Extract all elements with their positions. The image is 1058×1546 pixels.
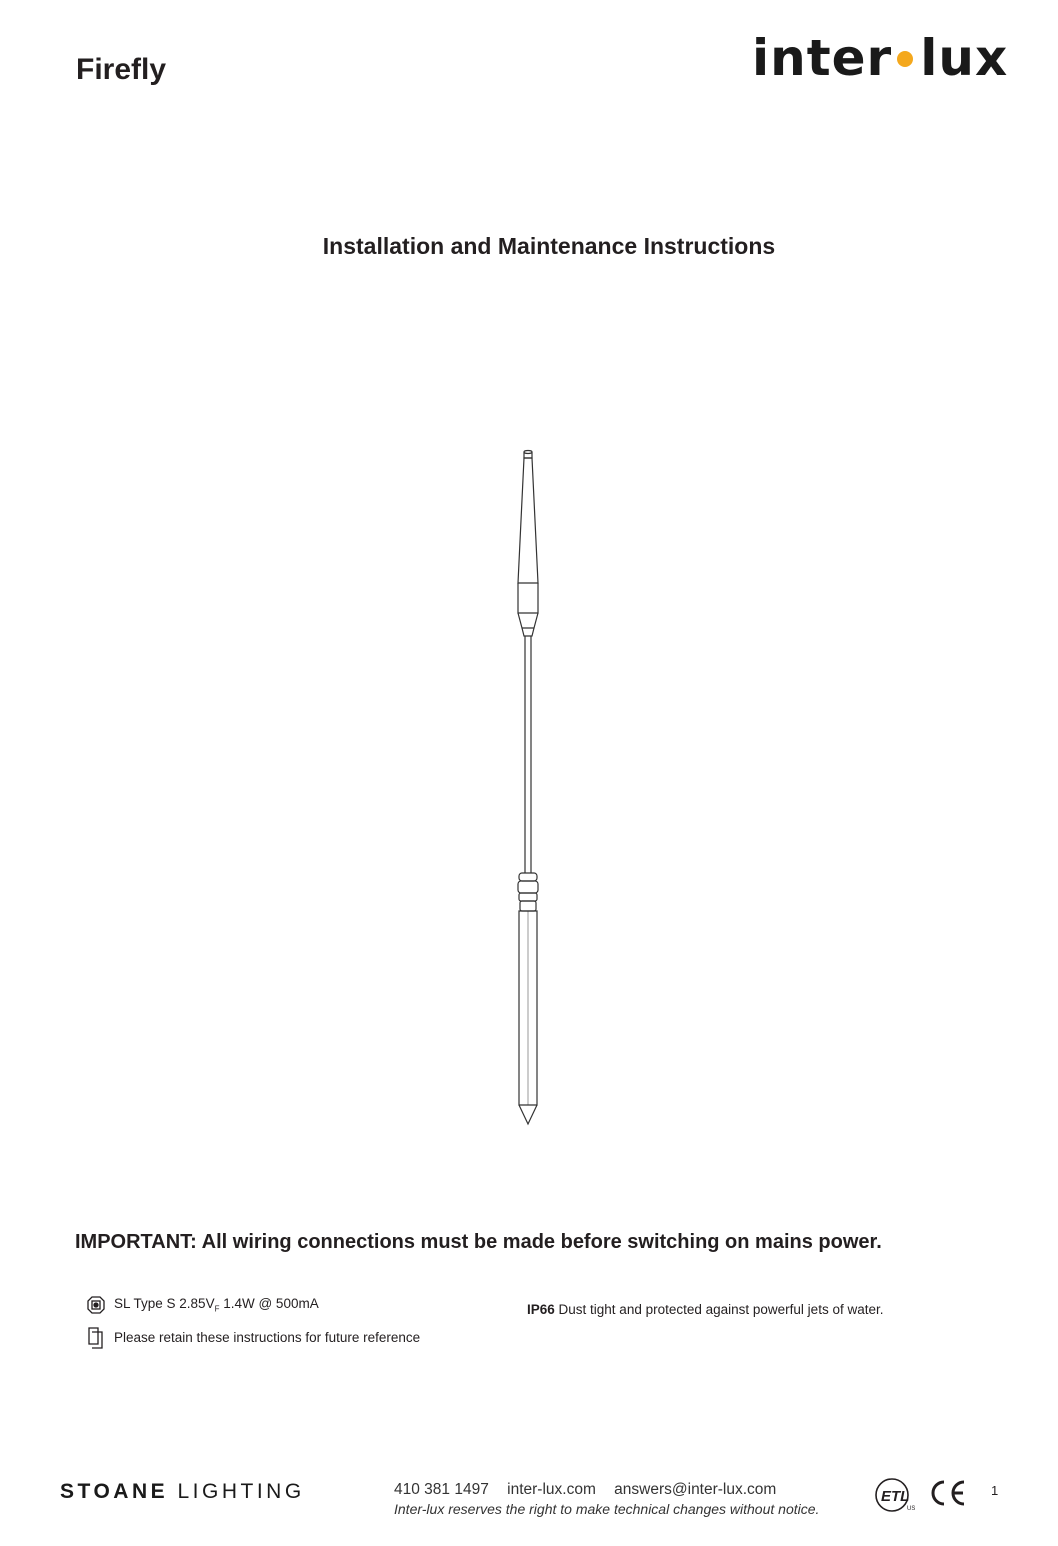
logo-dot (897, 51, 913, 67)
disclaimer: Inter-lux reserves the right to make technical changes without notice. (394, 1501, 820, 1517)
logo-text-right: lux (920, 29, 1009, 87)
spec-retain-row (86, 1325, 420, 1349)
document-title: Installation and Maintenance Instructions (322, 233, 776, 259)
page-number: 1 (991, 1483, 999, 1498)
led-spec-text: SL Type S $2.85V_F$ 1.4W @ 500mA (114, 1296, 319, 1314)
important-notice: IMPORTANT: All wiring connections must be made before switching on mains power. (75, 1231, 882, 1253)
ip-description: Dust tight and protected against powerful jets of water. (554, 1302, 884, 1317)
ip-rating (527, 1302, 883, 1317)
retain-instructions-text: Please retain these instructions for future reference (114, 1329, 421, 1345)
email-link[interactable]: answers@inter-lux.com (614, 1481, 777, 1498)
svg-text:ETL: ETL (881, 1488, 910, 1505)
spec-led-row (86, 1295, 319, 1315)
phone-number: 410 381 1497 (394, 1481, 489, 1498)
svg-text:US: US (907, 1506, 915, 1512)
brand-light: LIGHTING (168, 1480, 305, 1503)
firefly-fixture-illustration (500, 440, 560, 1140)
interlux-logo (752, 30, 1008, 86)
document-icon (86, 1325, 106, 1349)
brand-bold: STOANE (60, 1480, 169, 1503)
etl-certification-icon (873, 1476, 915, 1514)
logo-text-left: inter (752, 29, 893, 87)
stoane-lighting-brand (60, 1480, 305, 1504)
contact-info (394, 1481, 790, 1499)
ce-certification-icon (928, 1478, 968, 1508)
ip-code: IP66 (527, 1302, 555, 1317)
website-link[interactable]: inter-lux.com (507, 1481, 596, 1498)
product-name: Firefly (76, 53, 167, 86)
led-icon (86, 1295, 106, 1315)
